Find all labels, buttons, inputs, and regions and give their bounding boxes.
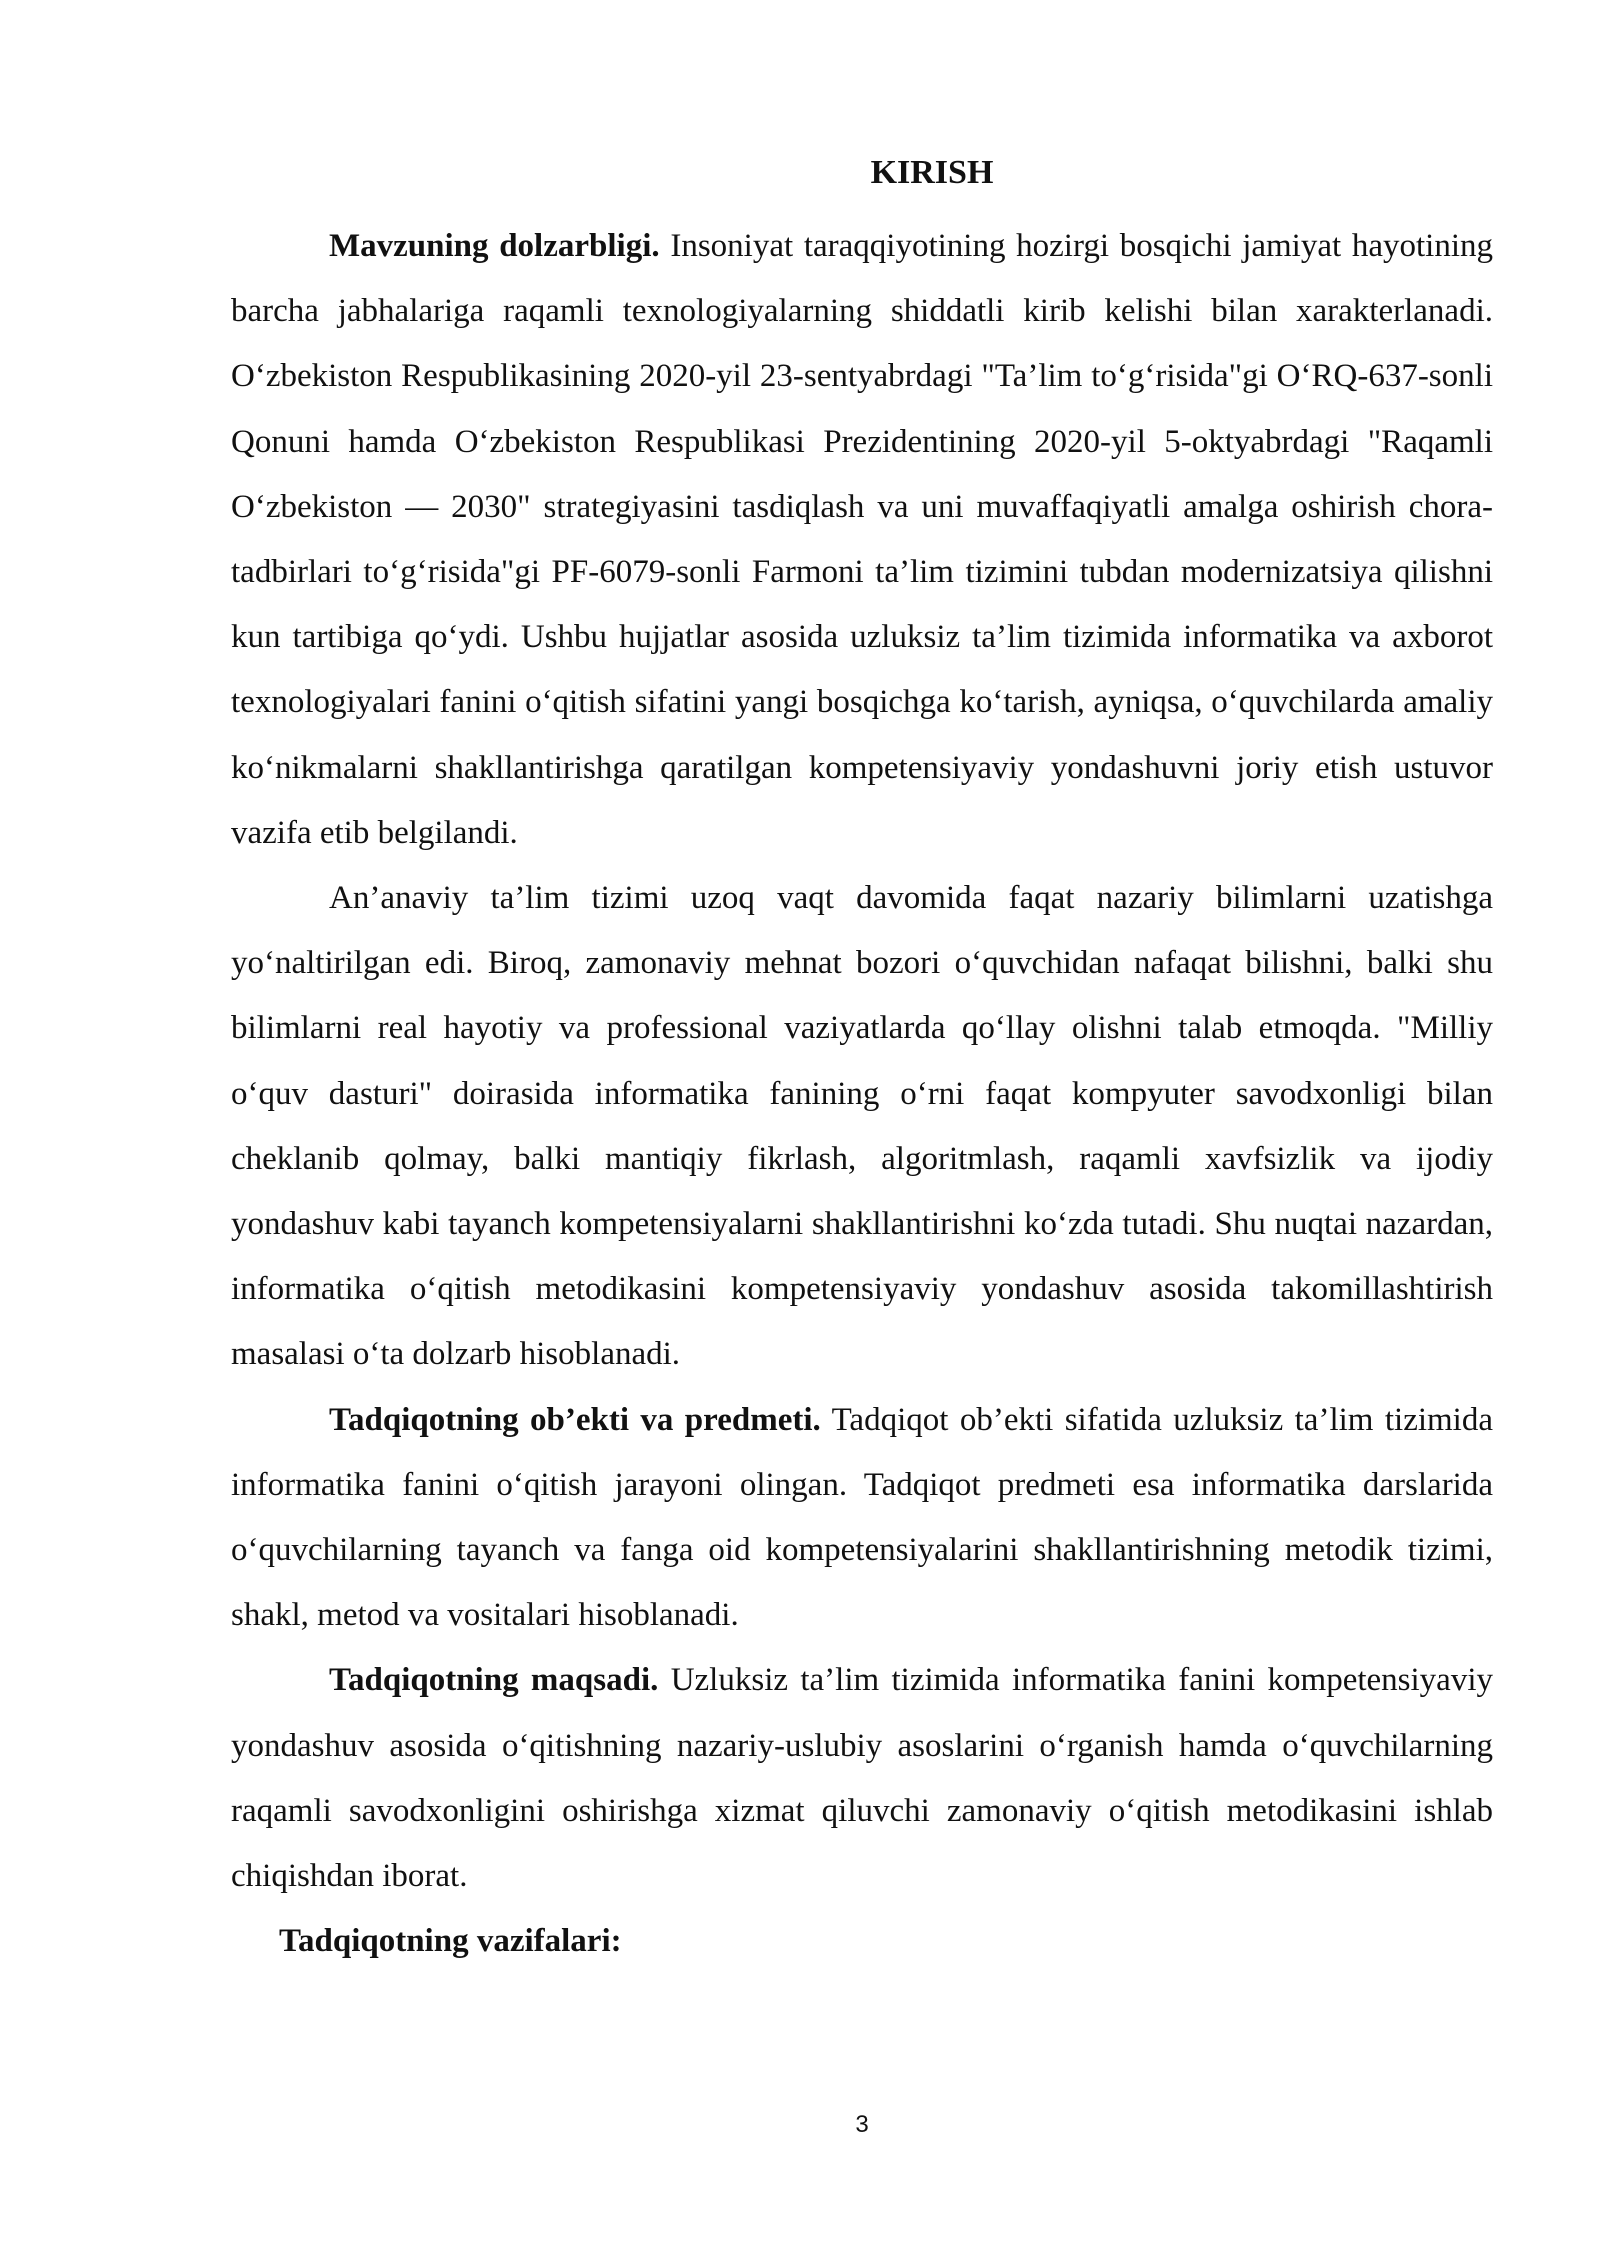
paragraph-traditional-education	[231, 866, 1493, 1388]
page-content	[231, 150, 1493, 1974]
paragraph-relevance	[231, 214, 1493, 866]
paragraph-goal	[231, 1648, 1493, 1909]
tasks-subheading: Tadqiqotning vazifalari:	[279, 1923, 622, 1960]
paragraph-text: Uzluksiz ta’lim tizimida informatika fanini kompetensiyaviy yondashuv asosida o‘qitishning nazariy-uslubiy asoslarini o‘rganish hamda o‘quvchilarning raqamli savodxonligini oshirishga xizmat qiluvchi zamonaviy o‘qitish metodikasini ishlab chiqishdan iborat.	[231, 1662, 1493, 1895]
paragraph-lead: Tadqiqotning maqsadi.	[329, 1662, 659, 1699]
section-heading: KIRISH	[870, 154, 994, 191]
paragraph-text: Insoniyat taraqqiyotining hozirgi bosqichi jamiyat hayotining barcha jabhalariga raqamli texnologiyalarning shiddatli kirib kelishi bilan xarakterlanadi. O‘zbekiston Respublikasining 2020-yil 23-sentyabrdagi "Ta’lim to‘g‘risida"gi O‘RQ-637-sonli Qonuni hamda O‘zbekiston Respublikasi Prezidentining 2020-yil 5-oktyabrdagi "Raqamli O‘zbekiston — 2030" strategiyasini tasdiqlash va uni muvaffaqiyatli amalga oshirish chora-tadbirlari to‘g‘risida"gi PF-6079-sonli Farmoni ta’lim tizimini tubdan modernizatsiya qilishni kun tartibiga qo‘ydi. Ushbu hujjatlar asosida uzluksiz ta’lim tizimida informatika va axborot texnologiyalari fanini o‘qitish sifatini yangi bosqichga ko‘tarish, ayniqsa, o‘quvchilarda amaliy ko‘nikmalarni shakllantirishga qaratilgan kompetensiyaviy yondashuvni joriy etish ustuvor vazifa etib belgilandi.	[231, 228, 1494, 851]
paragraph-text: Tadqiqot ob’ekti sifatida uzluksiz ta’lim tizimida informatika fanini o‘qitish jarayoni olingan. Tadqiqot predmeti esa informatika darslarida o‘quvchilarning tayanch va fanga oid kompetensiyalarini shakllantirishning metodik tizimi, shakl, metod va vositalari hisoblanadi.	[231, 1401, 1493, 1634]
paragraph-text: An’anaviy ta’lim tizimi uzoq vaqt davomida faqat nazariy bilimlarni uzatishga yo‘naltirilgan edi. Biroq, zamonaviy mehnat bozori o‘quvchidan nafaqat bilishni, balki shu bilimlarni real hayotiy va professional vaziyatlarda qo‘llay olishni talab etmoqda. "Milliy o‘quv dasturi" doirasida informatika fanining o‘rni faqat kompyuter savodxonligi bilan cheklanib qolmay, balki mantiqiy fikrlash, algoritmlash, raqamli xavfsizlik va ijodiy yondashuv kabi tayanch kompetensiyalarni shakllantirishni ko‘zda tutadi. Shu nuqtai nazardan, informatika o‘qitish metodikasini kompetensiyaviy yondashuv asosida takomillashtirish masalasi o‘ta dolzarb hisoblanadi.	[231, 880, 1493, 1373]
page-number: 3	[855, 2111, 869, 2138]
paragraph-object-subject	[231, 1388, 1493, 1649]
paragraph-lead: Tadqiqotning ob’ekti va predmeti.	[329, 1401, 821, 1438]
paragraph-lead: Mavzuning dolzarbligi.	[329, 228, 660, 264]
